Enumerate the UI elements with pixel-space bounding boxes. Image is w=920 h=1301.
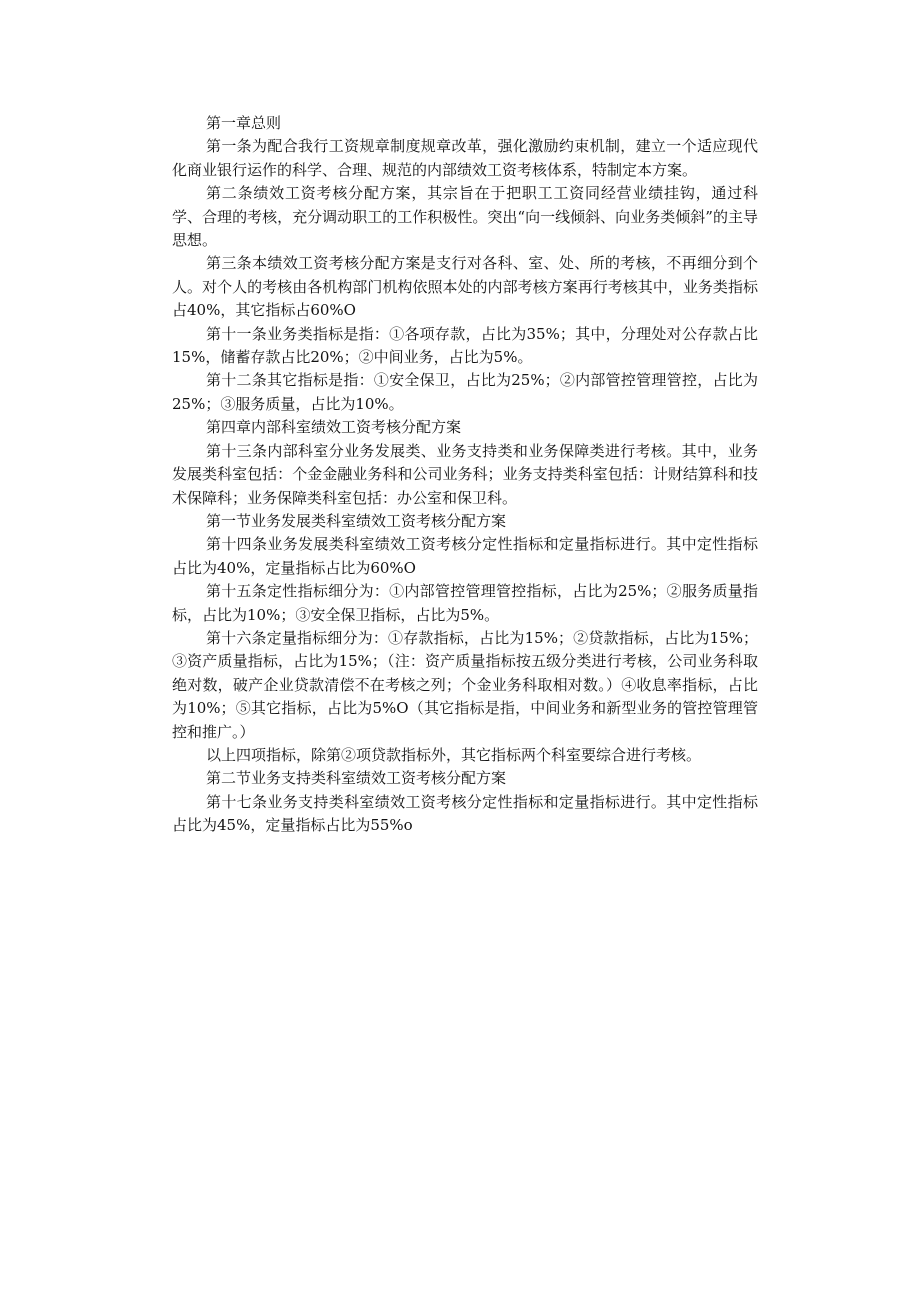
article-paragraph: 第十六条定量指标细分为：①存款指标，占比为15%；②贷款指标，占比为15%；③资产质量指标，占比为15%；（注：资产质量指标按五级分类进行考核，公司业务科取绝对数，破产企业贷款清偿不在考核之列；个金业务科取相对数。）④收息率指标，占比为10%；⑤其它指标，占比为5%O（其它指标是指，中间业务和新型业务的管控管理管控和推广。）: [172, 628, 758, 741]
section-heading: 第二节业务支持类科室绩效工资考核分配方案: [206, 769, 507, 788]
article-paragraph: 第二条绩效工资考核分配方案，其宗旨在于把职工工资同经营业绩挂钩，通过科学、合理的考核，充分调动职工的工作积极性。突出“向一线倾斜、向业务类倾斜”的主导思想。: [172, 184, 758, 250]
chapter-heading: 第四章内部科室绩效工资考核分配方案: [206, 418, 462, 437]
section-heading: 第一节业务发展类科室绩效工资考核分配方案: [206, 511, 507, 530]
article-paragraph: 第十五条定性指标细分为：①内部管控管理管控指标，占比为25%；②服务质量指标，占比为10%；③安全保卫指标，占比为5%。: [172, 582, 758, 624]
article-paragraph: 第十二条其它指标是指：①安全保卫，占比为25%；②内部管控管理管控，占比为25%；③服务质量，占比为10%。: [172, 371, 758, 413]
article-paragraph: 第十三条内部科室分业务发展类、业务支持类和业务保障类进行考核。其中，业务发展类科室包括：个金金融业务科和公司业务科；业务支持类科室包括：计财结算科和技术保障科；业务保障类科室包括：办公室和保卫科。: [172, 441, 758, 507]
document-body: [172, 112, 758, 838]
article-paragraph: 第三条本绩效工资考核分配方案是支行对各科、室、处、所的考核，不再细分到个人。对个人的考核由各机构部门机构依照本处的内部考核方案再行考核其中，业务类指标占40%，其它指标占60%O: [172, 254, 758, 320]
note-paragraph: 以上四项指标，除第②项贷款指标外，其它指标两个科室要综合进行考核。: [206, 745, 702, 764]
chapter-heading: 第一章总则: [206, 114, 282, 132]
article-paragraph: 第十七条业务支持类科室绩效工资考核分定性指标和定量指标进行。其中定性指标占比为45%，定量指标占比为55%o: [172, 792, 758, 835]
article-paragraph: 第一条为配合我行工资规章制度规章改革，强化激励约束机制，建立一个适应现代化商业银行运作的科学、合理、规范的内部绩效工资考核体系，特制定本方案。: [172, 137, 758, 179]
article-paragraph: 第十一条业务类指标是指：①各项存款，占比为35%；其中，分理处对公存款占比15%，储蓄存款占比20%；②中间业务，占比为5%。: [172, 324, 758, 367]
article-paragraph: 第十四条业务发展类科室绩效工资考核分定性指标和定量指标进行。其中定性指标占比为40%，定量指标占比为60%O: [172, 535, 758, 577]
